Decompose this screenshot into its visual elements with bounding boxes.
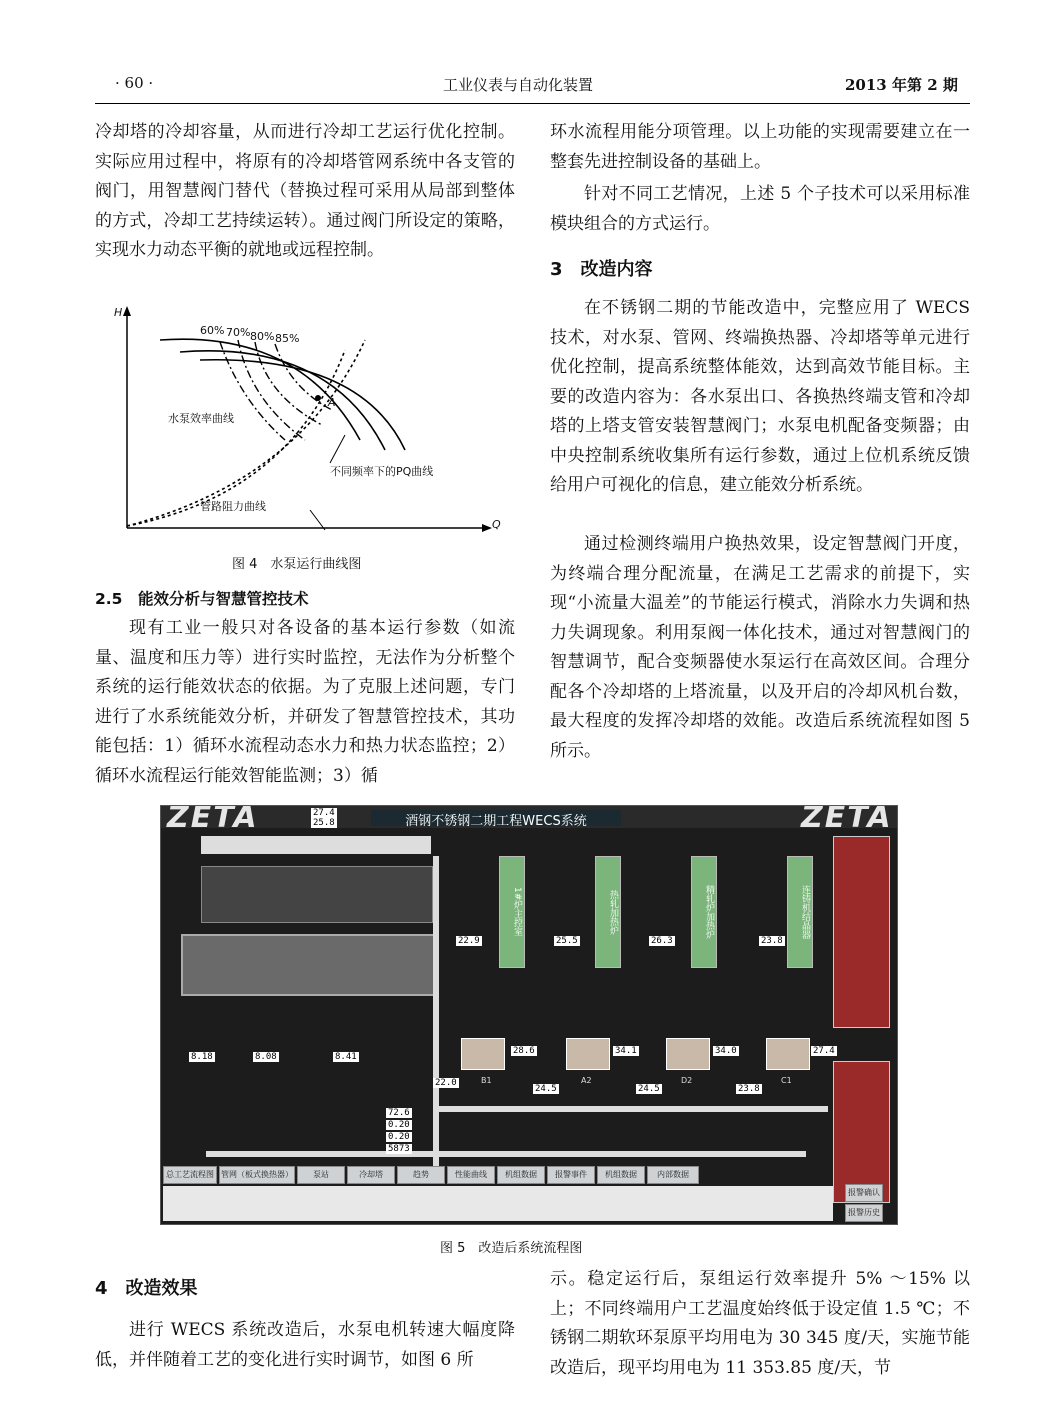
hx-label-3: D2 [681, 1076, 693, 1085]
header-pipe [433, 1106, 828, 1112]
pct-80: 80% [250, 330, 275, 343]
nav-process[interactable]: 总工艺流程图 [163, 1166, 217, 1184]
top-val-2: 25.8 [313, 818, 335, 828]
section-2-5-title: 2.5 能效分析与智慧管控技术 [95, 590, 309, 608]
tower-2[interactable]: 热轧加热炉 [595, 856, 621, 968]
temp-low-1: 22.0 [435, 1078, 457, 1088]
tower-4[interactable]: 连铸机结晶器 [787, 856, 813, 968]
alarm-log-table [163, 1186, 833, 1221]
temp-low-2: 24.5 [535, 1084, 557, 1094]
temp-mid-4: 27.4 [813, 1046, 835, 1056]
journal-name: 工业仪表与自动化装置 [443, 76, 594, 94]
nav-perf[interactable]: 性能曲线 [447, 1166, 495, 1184]
pct-60: 60% [200, 324, 225, 337]
pct-70: 70% [226, 326, 251, 339]
pipe-curve-label: 管路阻力曲线 [200, 500, 266, 513]
temp-top-3: 26.3 [651, 936, 673, 946]
nav-tower[interactable]: 冷却塔 [347, 1166, 395, 1184]
alarm-confirm-button[interactable]: 报警确认 [845, 1184, 883, 1202]
flow-val-4: 5873 [388, 1144, 410, 1154]
zeta-logo-right: ZETA [801, 805, 893, 835]
right-para-3: 在不锈钢二期的节能改造中，完整应用了 WECS 技术，对水泵、管网、终端换热器、冷却塔等单元进行优化控制，提高系统整体能效，达到高效节能目标。主要的改造内容为：各水泵出口、各换热终端支管和冷却塔的上塔支管安装智慧阀门；水泵电机配备变频器；由中央控制系统收集所有运行参数，通过上位机系统反馈给用户可视化的信息，建立能效分析系统。 [550, 298, 970, 495]
page-number: · 60 · [115, 74, 154, 92]
right-para-1: 环水流程用能分项管理。以上功能的实现需要建立在一整套先进控制设备的基础上。 [550, 122, 970, 172]
top-val-1: 27.4 [313, 808, 335, 818]
zeta-logo-left: ZETA [167, 805, 259, 835]
temp-mid-1: 28.6 [513, 1046, 535, 1056]
hx-c1[interactable] [766, 1038, 810, 1070]
hmi-title: 酒钢不锈钢二期工程WECS系统 [371, 810, 621, 826]
right-para-4: 通过检测终端用户换热效果，设定智慧阀门开度，为终端合理分配流量，在满足工艺需求的前提下，实现“小流量大温差”的节能运行模式，消除水力失调和热力失调现象。利用泵阀一体化技术，通过对智慧阀门的智慧调节，配合变频器使水泵运行在高效区间。合理分配各个冷却塔的上塔流量，以及开启的冷却风机台数，最大程度的发挥冷却塔的效能。改造后系统流程如图 5 所示。 [550, 534, 970, 761]
figure-4-caption: 图 4 水泵运行曲线图 [232, 557, 362, 572]
pump-bank [201, 866, 433, 923]
nav-unit-data[interactable]: 机组数据 [497, 1166, 545, 1184]
figure-5-caption: 图 5 改造后系统流程图 [440, 1241, 583, 1256]
pump-curve-plot [100, 300, 520, 560]
nav-unit-data-2[interactable]: 机组数据 [597, 1166, 645, 1184]
temp-mid-3: 34.0 [715, 1046, 737, 1056]
temp-mid-2: 34.1 [615, 1046, 637, 1056]
figure-5-hmi [160, 805, 898, 1225]
hx-b1[interactable] [461, 1038, 505, 1070]
temp-top-4: 23.8 [761, 936, 783, 946]
temp-top-2: 25.5 [556, 936, 578, 946]
supply-pipe [433, 856, 439, 1166]
nav-pump[interactable]: 泵站 [297, 1166, 345, 1184]
flow-val-2: 0.20 [388, 1120, 410, 1130]
hx-d2[interactable] [666, 1038, 710, 1070]
pct-85: 85% [275, 332, 300, 345]
side-panel-bottom [833, 1061, 890, 1203]
temp-top-1: 22.9 [458, 936, 480, 946]
return-pipe [206, 1151, 806, 1157]
tower-3[interactable]: 精轧炉加热炉 [691, 856, 717, 968]
bottom-left-para: 进行 WECS 系统改造后，水泵电机转速大幅度降低，并伴随着工艺的变化进行实时调节，如图 6 所 [95, 1320, 515, 1370]
cold-water-basin [181, 934, 435, 996]
pq-curve-label: 不同频率下的PQ曲线 [330, 465, 434, 478]
nav-alarm[interactable]: 报警事件 [547, 1166, 595, 1184]
left-para-2: 现有工业一般只对各设备的基本运行参数（如流量、温度和压力等）进行实时监控，无法作为分析整个系统的运行能效状态的依据。为了克服上述问题，专门进行了水系统能效分析，并研发了智慧管控技术，其功能包括：1）循环水流程动态水力和热力状态监控；2）循环水流程运行能效智能监测；3）循 [95, 618, 515, 786]
hx-label-4: C1 [781, 1076, 792, 1085]
flow-val-3: 0.20 [388, 1132, 410, 1142]
tower-1[interactable]: 1#炉主控室 [499, 856, 525, 968]
pump-val-2: 8.08 [255, 1052, 277, 1062]
right-para-2: 针对不同工艺情况，上述 5 个子技术可以采用标准模块组合的方式运行。 [550, 184, 970, 234]
alarm-history-button[interactable]: 报警历史 [845, 1204, 883, 1222]
efficiency-curve-label: 水泵效率曲线 [168, 412, 234, 425]
hx-label-1: B1 [481, 1076, 492, 1085]
nav-network[interactable]: 管网（板式换热器） [219, 1166, 295, 1184]
figure-4 [100, 300, 520, 560]
nav-internal[interactable]: 内部数据 [647, 1166, 699, 1184]
nav-trend[interactable]: 趋势 [397, 1166, 445, 1184]
hx-label-2: A2 [581, 1076, 592, 1085]
hx-a2[interactable] [566, 1038, 610, 1070]
section-3-title: 3 改造内容 [550, 259, 653, 280]
left-para-1: 冷却塔的冷却容量，从而进行冷却工艺运行优化控制。实际应用过程中，将原有的冷却塔管网系统中各支管的阀门，用智慧阀门替代（替换过程可采用从局部到整体的方式，冷却工艺持续运转）。通过阀门所设定的策略，实现水力动态平衡的就地或远程控制。 [95, 122, 515, 260]
bottom-right-para: 示。稳定运行后，泵组运行效率提升 5% ～15% 以上；不同终端用户工艺温度始终低于设定值 1.5 ℃；不锈钢二期软环泵原平均用电为 30 345 度/天，实施节能改造后，现平均用电为 11 353.85 度/天，节 [550, 1269, 970, 1378]
axis-q-label: Q [492, 518, 501, 531]
axis-h-label: H [114, 306, 123, 319]
side-panel-top [833, 836, 890, 1028]
issue-label: 2013 年第 2 期 [845, 76, 958, 94]
section-4-title: 4 改造效果 [95, 1278, 198, 1299]
pump-readouts [201, 836, 431, 854]
temp-low-4: 23.8 [738, 1084, 760, 1094]
pump-val-3: 8.41 [335, 1052, 357, 1062]
header-rule [95, 103, 970, 104]
point-a: A [328, 396, 336, 409]
temp-low-3: 24.5 [638, 1084, 660, 1094]
flow-val-1: 72.6 [388, 1108, 410, 1118]
pump-val-1: 8.18 [191, 1052, 213, 1062]
